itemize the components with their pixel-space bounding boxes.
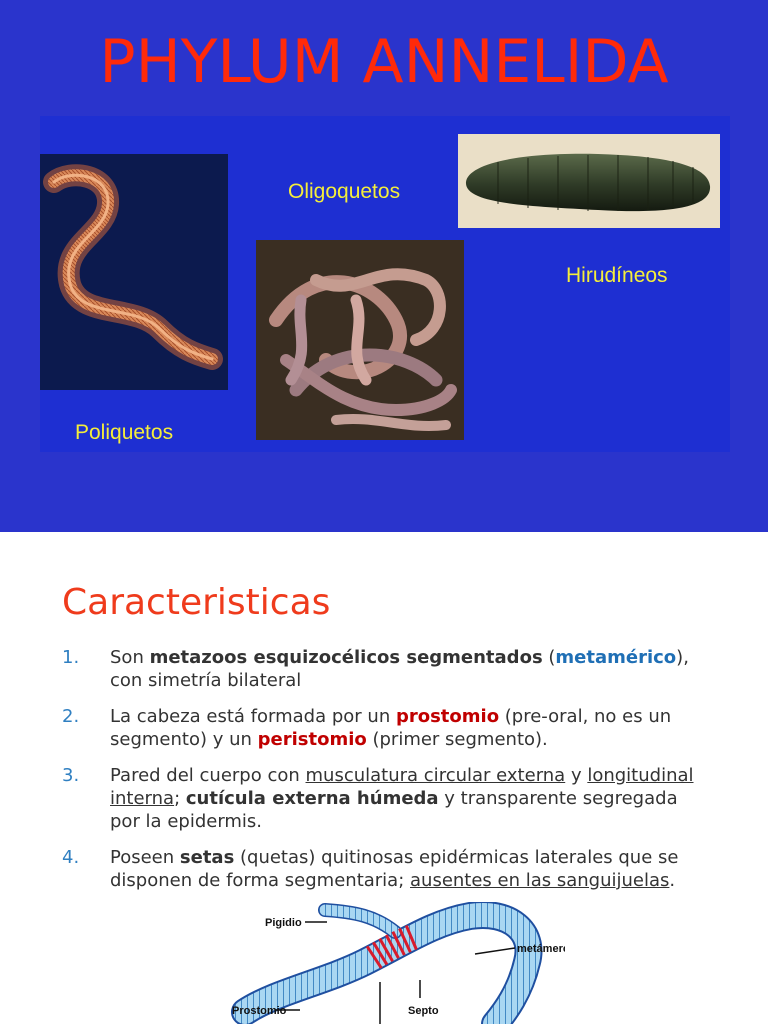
item-text: .: [669, 870, 676, 891]
item-text: Poseen: [110, 847, 180, 868]
polychaete-photo: [40, 154, 228, 390]
list-number: 4.: [62, 847, 80, 868]
item-text: (primer segmento).: [366, 729, 548, 750]
label-oligoquetos: Oligoquetos: [288, 180, 401, 203]
characteristics-list: [62, 646, 712, 905]
label-pigidio: Pigidio: [265, 917, 302, 929]
item-text: Son: [110, 647, 150, 668]
slide-caracteristicas: [0, 532, 768, 1024]
label-hirudineos: Hirudíneos: [566, 264, 668, 287]
item-underlined: musculatura circular externa: [305, 765, 566, 786]
item-bold: metazoos esquizocélicos segmentados: [149, 647, 543, 668]
label-metamero: metámero: [517, 943, 565, 955]
list-number: 1.: [62, 647, 80, 668]
item-text: La cabeza está formada por un: [110, 706, 396, 727]
label-prostomio: Prostomio: [232, 1005, 287, 1017]
item-highlight-blue: metamérico: [555, 647, 677, 668]
leech-photo: [458, 134, 720, 228]
item-text: (: [542, 647, 556, 668]
item-underlined: longitudinal interna: [110, 765, 694, 809]
section-heading: Caracteristicas: [62, 582, 331, 623]
list-item: [62, 764, 712, 833]
item-bold: setas: [179, 847, 235, 868]
item-bold: cutícula externa húmeda: [185, 788, 439, 809]
annelid-anatomy-diagram: [205, 902, 565, 1024]
earthworm-photo: [256, 240, 464, 440]
item-underlined: ausentes en las sanguijuelas: [410, 870, 670, 891]
item-text: y: [565, 765, 588, 786]
label-poliquetos: Poliquetos: [75, 421, 174, 444]
item-text: Pared del cuerpo con: [110, 765, 306, 786]
item-text: y transparente segregada por la epidermis.: [110, 788, 678, 832]
list-item: [62, 646, 712, 692]
list-number: 2.: [62, 706, 80, 727]
list-number: 3.: [62, 765, 80, 786]
list-item: [62, 846, 712, 892]
item-highlight-red: peristomio: [257, 729, 367, 750]
annelid-photo-panel: [40, 116, 730, 452]
list-item: [62, 705, 712, 751]
item-text: ;: [174, 788, 186, 809]
slide-title: PHYLUM ANNELIDA: [99, 27, 669, 97]
item-text: ), con simetría bilateral: [110, 647, 689, 691]
label-septo: Septo: [408, 1005, 439, 1017]
item-text: (pre-oral, no es un segmento) y un: [110, 706, 672, 750]
item-highlight-red: prostomio: [395, 706, 500, 727]
item-text: (quetas) quitinosas epidérmicas laterales que se disponen de forma segmentaria;: [110, 847, 679, 891]
